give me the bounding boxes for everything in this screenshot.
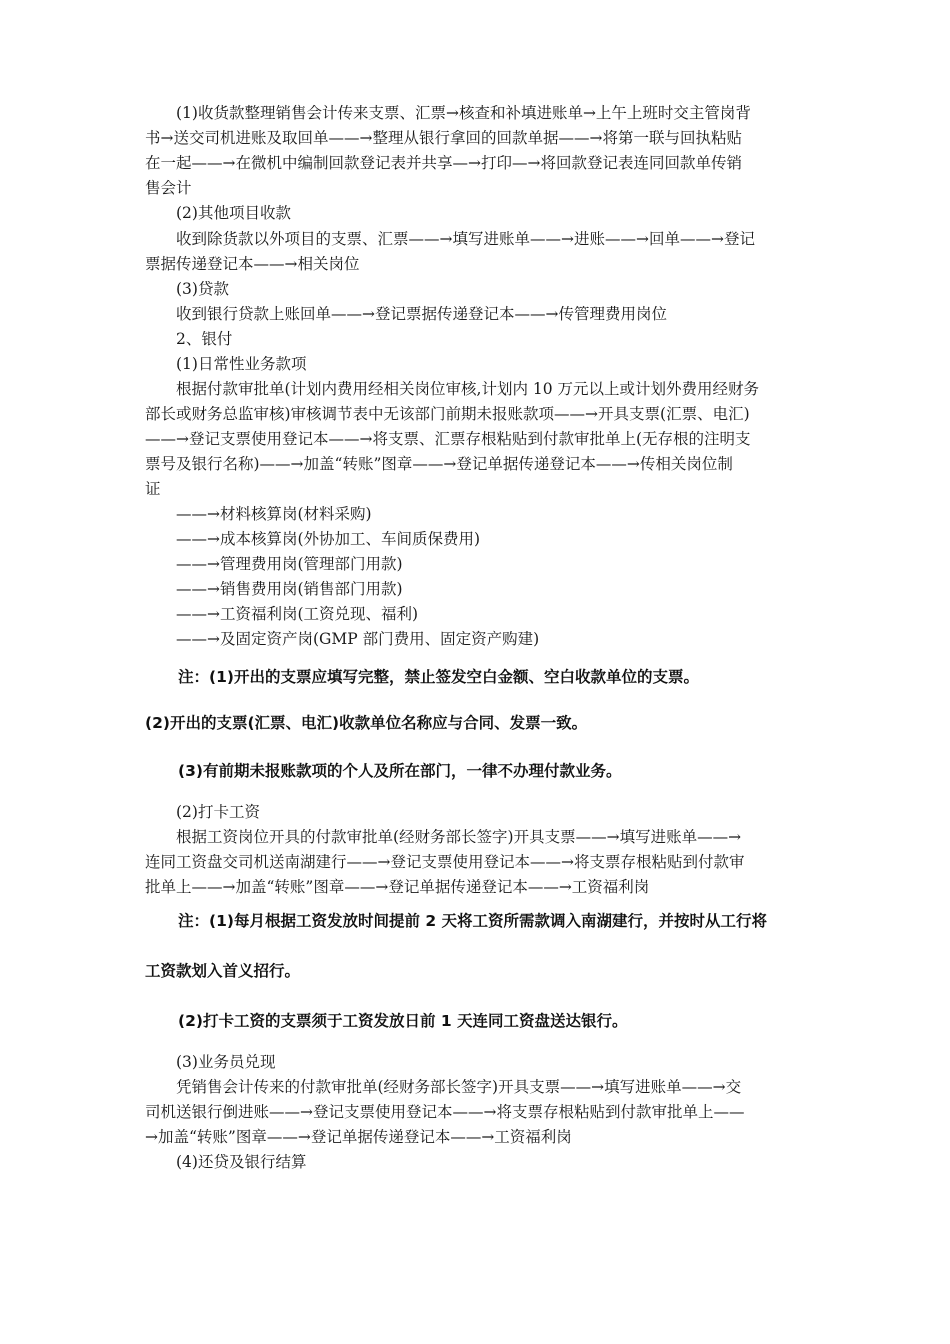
list-item: ——→及固定资产岗(GMP 部门费用、固定资产购建) [176, 630, 540, 648]
text-line: (1)收货款整理销售会计传来支票、汇票→核查和补填进账单→上午上班时交主管岗背 [176, 104, 751, 122]
list-item: ——→工资福利岗(工资兑现、福利) [176, 605, 419, 623]
note-line: 注：(1)每月根据工资发放时间提前 2 天将工资所需款调入南湖建行，并按时从工行将 [178, 912, 768, 930]
note-line: 注：(1)开出的支票应填写完整，禁止签发空白金额、空白收款单位的支票。 [178, 668, 699, 686]
text-line: 证 [145, 480, 161, 498]
list-item: ——→材料核算岗(材料采购) [176, 505, 372, 523]
text-line: 在一起——→在微机中编制回款登记表并共享—→打印—→将回款登记表连同回款单传销 [145, 154, 742, 172]
subheading: (2)其他项目收款 [176, 204, 291, 222]
text-line: 票据传递登记本——→相关岗位 [145, 255, 360, 273]
subheading: (2)打卡工资 [176, 803, 260, 821]
list-item: ——→销售费用岗(销售部门用款) [176, 580, 403, 598]
note-line: (2)开出的支票(汇票、电汇)收款单位名称应与合同、发票一致。 [145, 714, 588, 732]
subheading: (3)业务员兑现 [176, 1053, 276, 1071]
list-item: ——→成本核算岗(外协加工、车间质保费用) [176, 530, 481, 548]
text-line: 票号及银行名称)——→加盖“转账”图章——→登记单据传递登记本——→传相关岗位制 [145, 455, 733, 473]
note-line: (2)打卡工资的支票须于工资发放日前 1 天连同工资盘送达银行。 [178, 1012, 628, 1030]
text-line: 售会计 [145, 179, 192, 197]
text-line: 收到银行贷款上账回单——→登记票据传递登记本——→传管理费用岗位 [176, 305, 667, 323]
text-line: 书→送交司机进账及取回单——→整理从银行拿回的回款单据——→将第一联与回执粘贴 [145, 129, 742, 147]
text-line: 收到除货款以外项目的支票、汇票——→填写进账单——→进账——→回单——→登记 [176, 230, 755, 248]
note-line: (3)有前期未报账款项的个人及所在部门，一律不办理付款业务。 [178, 762, 622, 780]
text-line: 根据付款审批单(计划内费用经相关岗位审核,计划内 10 万元以上或计划外费用经财务 [176, 380, 760, 398]
text-line: 根据工资岗位开具的付款审批单(经财务部长签字)开具支票——→填写进账单——→ [176, 828, 742, 846]
subheading: (4)还贷及银行结算 [176, 1153, 307, 1171]
subheading: (1)日常性业务款项 [176, 355, 307, 373]
section-heading: 2、银付 [176, 330, 233, 348]
subheading: (3)贷款 [176, 280, 229, 298]
text-line: 部长或财务总监审核)审核调节表中无该部门前期未报账款项——→开具支票(汇票、电汇) [145, 405, 750, 423]
note-line: 工资款划入首义招行。 [145, 962, 301, 980]
text-line: ——→登记支票使用登记本——→将支票、汇票存根粘贴到付款审批单上(无存根的注明支 [145, 430, 751, 448]
text-line: 批单上——→加盖“转账”图章——→登记单据传递登记本——→工资福利岗 [145, 878, 650, 896]
text-line: 连同工资盘交司机送南湖建行——→登记支票使用登记本——→将支票存根粘贴到付款审 [145, 853, 745, 871]
list-item: ——→管理费用岗(管理部门用款) [176, 555, 403, 573]
text-line: 凭销售会计传来的付款审批单(经财务部长签字)开具支票——→填写进账单——→交 [176, 1078, 742, 1096]
text-line: →加盖“转账”图章——→登记单据传递登记本——→工资福利岗 [145, 1128, 572, 1146]
text-line: 司机送银行倒进账——→登记支票使用登记本——→将支票存根粘贴到付款审批单上—— [145, 1103, 745, 1121]
